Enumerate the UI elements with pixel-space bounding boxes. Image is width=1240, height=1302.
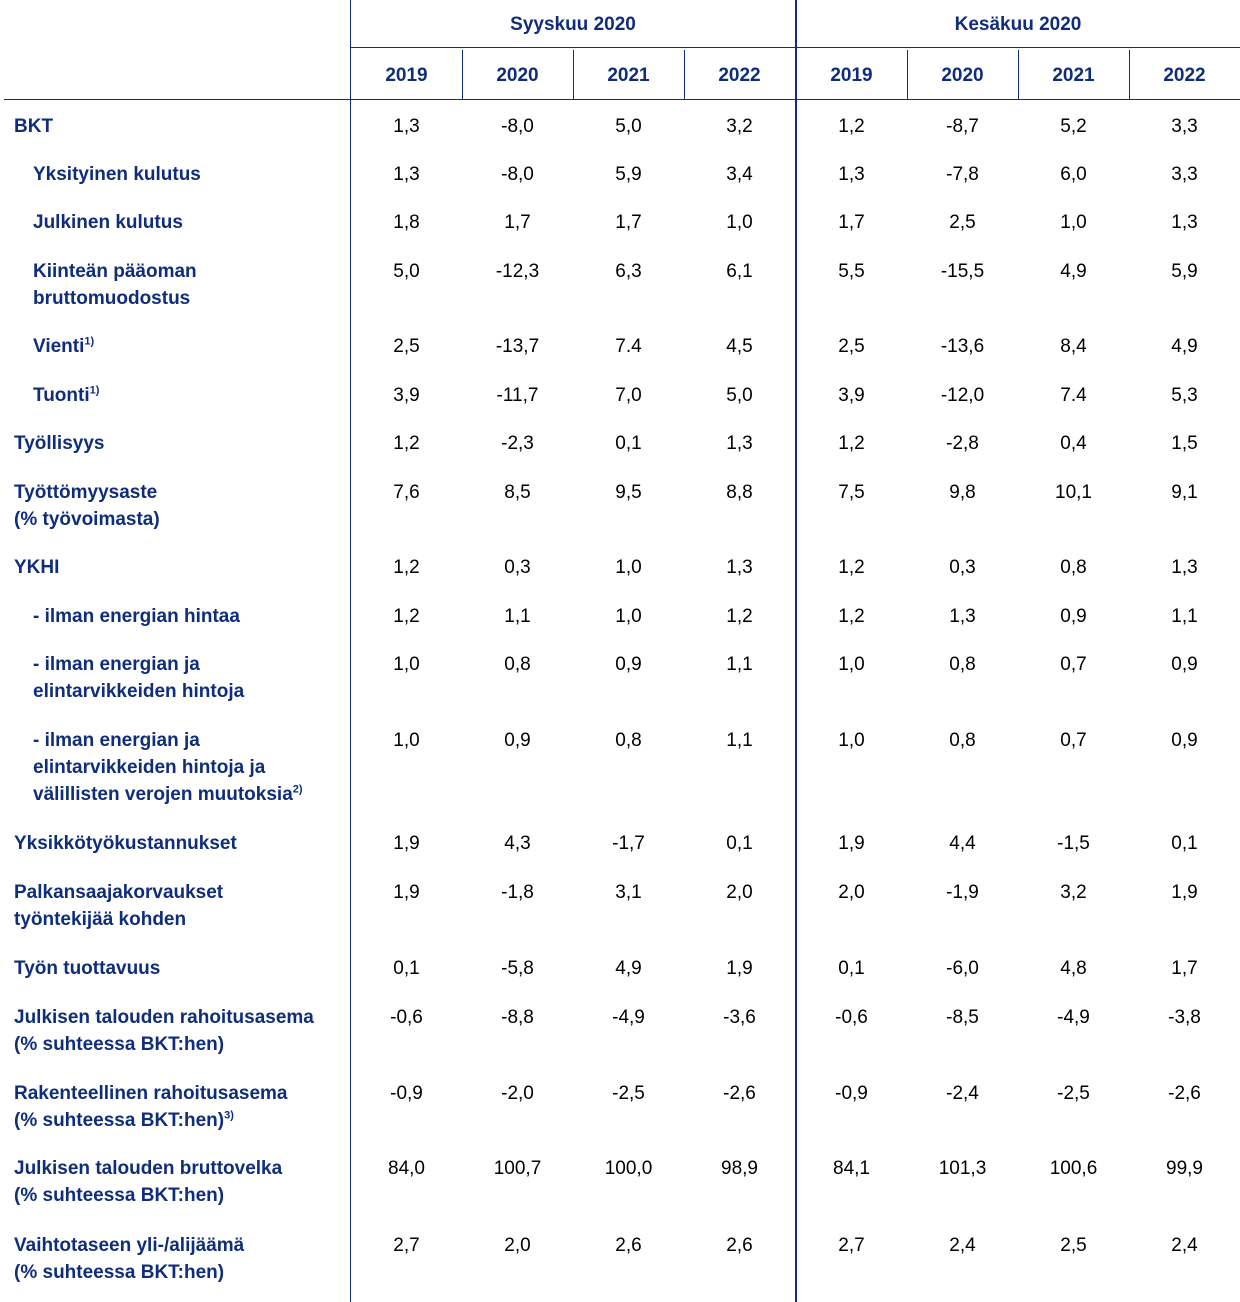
table-cell: 7.4 bbox=[615, 336, 642, 357]
footnote-marker: 2) bbox=[292, 783, 303, 796]
row-label-line: Tuonti bbox=[33, 385, 90, 406]
table-cell: -1,8 bbox=[501, 882, 534, 903]
table-cell: 1,3 bbox=[726, 433, 753, 454]
divider-year bbox=[462, 50, 463, 100]
table-cell: 0,9 bbox=[615, 654, 642, 675]
row-label bbox=[14, 554, 349, 581]
row-label bbox=[14, 479, 349, 533]
table-cell: 2,5 bbox=[1060, 1235, 1087, 1256]
table-cell: 9,1 bbox=[1171, 482, 1198, 503]
table-cell: 0,1 bbox=[838, 958, 865, 979]
table-cell: 4,5 bbox=[726, 336, 753, 357]
table-cell: 1,0 bbox=[838, 730, 865, 751]
table-cell: 1,3 bbox=[726, 557, 753, 578]
table-cell: 1,0 bbox=[1060, 212, 1087, 233]
table-cell: -12,0 bbox=[940, 385, 985, 406]
table-cell: 3,9 bbox=[393, 385, 420, 406]
table-cell: -7,8 bbox=[946, 164, 979, 185]
row-label-line: elintarvikkeiden hintoja bbox=[33, 681, 245, 702]
table-cell: 1,0 bbox=[615, 606, 642, 627]
year-header: 2019 bbox=[385, 65, 428, 86]
table-cell: -2,5 bbox=[1057, 1083, 1090, 1104]
row-label-line: BKT bbox=[14, 116, 54, 137]
table-cell: 1,5 bbox=[1171, 433, 1198, 454]
table-cell: 4,8 bbox=[1060, 958, 1087, 979]
table-cell: 0,9 bbox=[1171, 730, 1198, 751]
table-cell: -4,9 bbox=[1057, 1007, 1090, 1028]
row-label bbox=[14, 879, 349, 933]
table-cell: 1,9 bbox=[726, 958, 753, 979]
table-cell: 7.4 bbox=[1060, 385, 1087, 406]
table-cell: 6,3 bbox=[615, 261, 642, 282]
table-cell: -13,7 bbox=[495, 336, 540, 357]
table-cell: 2,5 bbox=[393, 336, 420, 357]
divider-year bbox=[684, 50, 685, 100]
table-cell: 2,5 bbox=[838, 336, 865, 357]
table-cell: 1,2 bbox=[726, 606, 753, 627]
table-cell: -1,7 bbox=[612, 833, 645, 854]
row-label bbox=[14, 113, 349, 140]
row-label bbox=[14, 955, 349, 982]
table-cell: 1,2 bbox=[838, 606, 865, 627]
table-cell: -13,6 bbox=[940, 336, 985, 357]
table-cell: -6,0 bbox=[946, 958, 979, 979]
divider-header-bottom bbox=[4, 99, 1240, 100]
row-label bbox=[14, 1080, 349, 1134]
table-cell: 101,3 bbox=[938, 1158, 987, 1179]
row-label-line: bruttomuodostus bbox=[33, 288, 191, 309]
row-label bbox=[33, 727, 349, 808]
table-cell: -2,5 bbox=[612, 1083, 645, 1104]
row-label-line: - ilman energian ja bbox=[33, 654, 200, 675]
table-cell: 8,4 bbox=[1060, 336, 1087, 357]
table-cell: 5,2 bbox=[1060, 116, 1087, 137]
table-cell: 0,3 bbox=[949, 557, 976, 578]
table-cell: 5,0 bbox=[615, 116, 642, 137]
table-cell: 0,8 bbox=[504, 654, 531, 675]
table-cell: 3,1 bbox=[615, 882, 642, 903]
table-cell: 2,0 bbox=[838, 882, 865, 903]
row-label bbox=[33, 603, 349, 630]
row-label bbox=[14, 830, 349, 857]
table-cell: 0,8 bbox=[1060, 557, 1087, 578]
row-label bbox=[14, 1155, 349, 1209]
table-cell: 1,9 bbox=[1171, 882, 1198, 903]
row-label-line: Työllisyys bbox=[14, 433, 105, 454]
row-label bbox=[14, 1004, 349, 1058]
table-cell: 1,0 bbox=[393, 730, 420, 751]
table-cell: 8,5 bbox=[504, 482, 531, 503]
table-cell: 1,9 bbox=[393, 882, 420, 903]
row-label bbox=[33, 258, 349, 312]
row-label bbox=[33, 382, 349, 409]
table-cell: 1,1 bbox=[504, 606, 531, 627]
table-cell: 99,9 bbox=[1166, 1158, 1203, 1179]
row-label bbox=[33, 209, 349, 236]
table-cell: -11,7 bbox=[496, 385, 539, 406]
group-header-syyskuu-2020: Syyskuu 2020 bbox=[510, 14, 636, 35]
row-label-line: Työn tuottavuus bbox=[14, 958, 161, 979]
table-cell: -8,8 bbox=[501, 1007, 534, 1028]
table-cell: 1,0 bbox=[393, 654, 420, 675]
divider-year bbox=[907, 50, 908, 100]
footnote-marker: 1) bbox=[89, 384, 100, 397]
table-cell: 1,1 bbox=[726, 730, 753, 751]
table-cell: 8,8 bbox=[726, 482, 753, 503]
table-cell: 9,5 bbox=[615, 482, 642, 503]
table-cell: 1,2 bbox=[838, 433, 865, 454]
table-cell: 2,4 bbox=[1171, 1235, 1198, 1256]
table-cell: -12,3 bbox=[495, 261, 540, 282]
row-label-line: Julkisen talouden rahoitusasema bbox=[14, 1007, 314, 1028]
row-label-line: Yksityinen kulutus bbox=[33, 164, 201, 185]
table-cell: 1,7 bbox=[838, 212, 865, 233]
row-label-line: Rakenteellinen rahoitusasema bbox=[14, 1083, 288, 1104]
year-header: 2020 bbox=[941, 65, 984, 86]
year-header: 2019 bbox=[830, 65, 873, 86]
table-cell: 1,9 bbox=[838, 833, 865, 854]
table-cell: 100,0 bbox=[604, 1158, 653, 1179]
table-cell: -8,5 bbox=[946, 1007, 979, 1028]
table-cell: 4,9 bbox=[1060, 261, 1087, 282]
table-cell: 1,1 bbox=[726, 654, 753, 675]
table-cell: 2,5 bbox=[949, 212, 976, 233]
row-label-line: YKHI bbox=[14, 557, 60, 578]
year-header: 2020 bbox=[496, 65, 539, 86]
row-label-line: (% suhteessa BKT:hen) bbox=[14, 1110, 225, 1131]
table-cell: 0,1 bbox=[726, 833, 753, 854]
row-label bbox=[33, 161, 349, 188]
table-cell: 9,8 bbox=[949, 482, 976, 503]
row-label bbox=[14, 430, 349, 457]
table-cell: 1,2 bbox=[838, 116, 865, 137]
group-header-kesakuu-2020: Kesäkuu 2020 bbox=[954, 14, 1082, 35]
divider-year bbox=[1018, 50, 1019, 100]
year-header: 2021 bbox=[607, 65, 650, 86]
table-cell: 5,0 bbox=[726, 385, 753, 406]
table-cell: -1,5 bbox=[1057, 833, 1090, 854]
footnote-marker: 1) bbox=[84, 335, 95, 348]
table-cell: 4,9 bbox=[1171, 336, 1198, 357]
divider-year bbox=[1129, 50, 1130, 100]
table-cell: 2,0 bbox=[504, 1235, 531, 1256]
table-cell: 3,2 bbox=[726, 116, 753, 137]
table-cell: 1,3 bbox=[949, 606, 976, 627]
table-cell: 1,8 bbox=[393, 212, 420, 233]
table-cell: -0,9 bbox=[390, 1083, 423, 1104]
table-cell: -2,6 bbox=[1168, 1083, 1201, 1104]
table-cell: 0,9 bbox=[504, 730, 531, 751]
table-cell: -1,9 bbox=[946, 882, 979, 903]
table-cell: -8,0 bbox=[501, 164, 534, 185]
row-label-line: Työttömyysaste bbox=[14, 482, 158, 503]
table-cell: 5,3 bbox=[1171, 385, 1198, 406]
table-cell: 0,4 bbox=[1060, 433, 1087, 454]
table-cell: 0,9 bbox=[1171, 654, 1198, 675]
table-cell: 0,9 bbox=[1060, 606, 1087, 627]
year-header: 2022 bbox=[1163, 65, 1206, 86]
table-cell: 0,7 bbox=[1060, 654, 1087, 675]
table-cell: 5,5 bbox=[838, 261, 865, 282]
row-label-line: - ilman energian hintaa bbox=[33, 606, 240, 627]
table-cell: 1,3 bbox=[393, 116, 420, 137]
row-label bbox=[33, 333, 349, 360]
table-cell: 3,3 bbox=[1171, 164, 1198, 185]
table-cell: 4,9 bbox=[615, 958, 642, 979]
divider-group-header bbox=[350, 47, 1240, 48]
table-cell: 3,2 bbox=[1060, 882, 1087, 903]
table-cell: -3,8 bbox=[1168, 1007, 1201, 1028]
table-cell: -0,6 bbox=[835, 1007, 868, 1028]
row-label-line: (% suhteessa BKT:hen) bbox=[14, 1262, 225, 1283]
row-label-line: (% suhteessa BKT:hen) bbox=[14, 1185, 225, 1206]
table-cell: -2,6 bbox=[723, 1083, 756, 1104]
table-cell: 98,9 bbox=[721, 1158, 758, 1179]
table-cell: 0,8 bbox=[615, 730, 642, 751]
table-cell: 7,0 bbox=[615, 385, 642, 406]
table-cell: 5,9 bbox=[1171, 261, 1198, 282]
table-cell: 1,9 bbox=[393, 833, 420, 854]
table-cell: 5,9 bbox=[615, 164, 642, 185]
table-cell: 2,4 bbox=[949, 1235, 976, 1256]
table-cell: 1,2 bbox=[393, 433, 420, 454]
row-label-line: Palkansaajakorvaukset bbox=[14, 882, 224, 903]
table-cell: 0,1 bbox=[393, 958, 420, 979]
table-cell: -2,4 bbox=[946, 1083, 979, 1104]
table-cell: 0,1 bbox=[1171, 833, 1198, 854]
row-label-line: (% työvoimasta) bbox=[14, 509, 160, 530]
table-cell: -4,9 bbox=[612, 1007, 645, 1028]
table-cell: 1,7 bbox=[615, 212, 642, 233]
table-cell: 84,1 bbox=[833, 1158, 870, 1179]
footnote-marker: 3) bbox=[224, 1109, 234, 1122]
table-cell: 2,0 bbox=[726, 882, 753, 903]
table-cell: 7,5 bbox=[838, 482, 865, 503]
table-cell: 0,7 bbox=[1060, 730, 1087, 751]
table-cell: 2,7 bbox=[393, 1235, 420, 1256]
table-cell: 1,7 bbox=[1171, 958, 1198, 979]
table-cell: 3,3 bbox=[1171, 116, 1198, 137]
table-cell: 1,2 bbox=[393, 557, 420, 578]
table-cell: 1,3 bbox=[1171, 557, 1198, 578]
table-cell: 5,0 bbox=[393, 261, 420, 282]
table-cell: -2,3 bbox=[501, 433, 534, 454]
table-cell: 3,4 bbox=[726, 164, 753, 185]
year-header: 2021 bbox=[1052, 65, 1095, 86]
row-label-line: elintarvikkeiden hintoja ja bbox=[33, 757, 266, 778]
table-cell: 6,1 bbox=[726, 261, 753, 282]
table-cell: 1,3 bbox=[393, 164, 420, 185]
table-cell: 1,2 bbox=[393, 606, 420, 627]
table-cell: 0,1 bbox=[615, 433, 642, 454]
table-cell: 0,8 bbox=[949, 654, 976, 675]
row-label bbox=[33, 651, 349, 705]
table-cell: 1,3 bbox=[1171, 212, 1198, 233]
table-cell: -8,0 bbox=[501, 116, 534, 137]
table-cell: -0,6 bbox=[390, 1007, 423, 1028]
table-cell: -3,6 bbox=[723, 1007, 756, 1028]
table-cell: 1,7 bbox=[504, 212, 531, 233]
divider-year bbox=[573, 50, 574, 100]
table-cell: 1,0 bbox=[838, 654, 865, 675]
table-cell: -2,0 bbox=[501, 1083, 534, 1104]
table-cell: -15,5 bbox=[940, 261, 985, 282]
table-cell: 2,7 bbox=[838, 1235, 865, 1256]
row-label-line: välillisten verojen muutoksia bbox=[33, 784, 293, 805]
table-cell: -8,7 bbox=[946, 116, 979, 137]
table-cell: 1,0 bbox=[615, 557, 642, 578]
table-cell: 7,6 bbox=[393, 482, 420, 503]
table-cell: 1,3 bbox=[838, 164, 865, 185]
row-label-line: Julkinen kulutus bbox=[33, 212, 183, 233]
table-cell: 100,7 bbox=[493, 1158, 542, 1179]
year-header: 2022 bbox=[718, 65, 761, 86]
table-cell: 3,9 bbox=[838, 385, 865, 406]
row-label-line: työntekijää kohden bbox=[14, 909, 187, 930]
table-cell: 10,1 bbox=[1055, 482, 1092, 503]
table-cell: 4,3 bbox=[504, 833, 531, 854]
table-cell: 1,2 bbox=[838, 557, 865, 578]
table-cell: 6,0 bbox=[1060, 164, 1087, 185]
table-cell: 100,6 bbox=[1049, 1158, 1098, 1179]
row-label-line: Vaihtotaseen yli-/alijäämä bbox=[14, 1235, 245, 1256]
row-label-line: - ilman energian ja bbox=[33, 730, 200, 751]
table-cell: 0,8 bbox=[949, 730, 976, 751]
table-cell: 84,0 bbox=[388, 1158, 425, 1179]
table-cell: 2,6 bbox=[615, 1235, 642, 1256]
row-label-line: Kiinteän pääoman bbox=[33, 261, 197, 282]
table-cell: 2,6 bbox=[726, 1235, 753, 1256]
table-cell: 1,1 bbox=[1171, 606, 1198, 627]
row-label-line: Julkisen talouden bruttovelka bbox=[14, 1158, 283, 1179]
row-label-line: Yksikkötyökustannukset bbox=[14, 833, 237, 854]
row-label-line: (% suhteessa BKT:hen) bbox=[14, 1034, 225, 1055]
table-cell: -2,8 bbox=[946, 433, 979, 454]
table-cell: 1,0 bbox=[726, 212, 753, 233]
table-cell: -0,9 bbox=[835, 1083, 868, 1104]
table-cell: 0,3 bbox=[504, 557, 531, 578]
row-label bbox=[14, 1232, 349, 1286]
row-label-line: Vienti bbox=[33, 336, 85, 357]
table-cell: 4,4 bbox=[949, 833, 976, 854]
table-cell: -5,8 bbox=[501, 958, 534, 979]
